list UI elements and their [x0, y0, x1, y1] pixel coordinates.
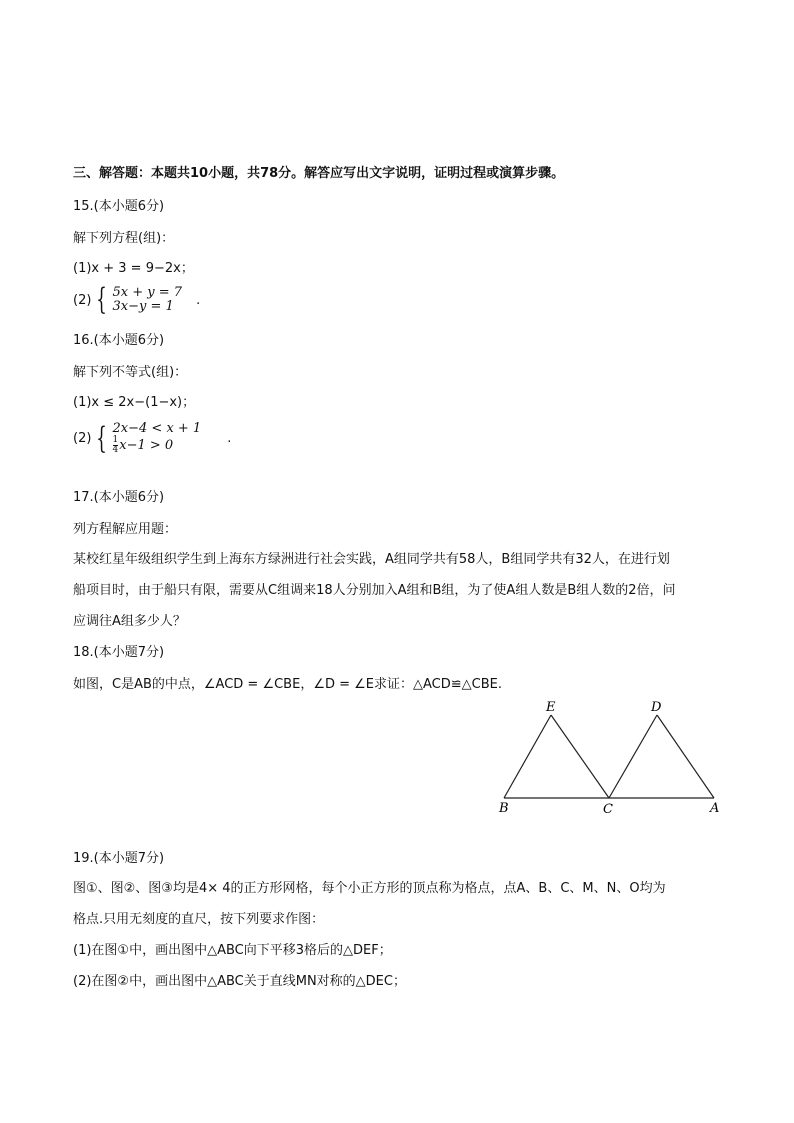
fraction-one-quarter	[113, 436, 119, 455]
q19-text-line-2: 格点.只用无刻度的直尺，按下列要求作图：	[73, 912, 325, 927]
left-brace-icon: {	[96, 420, 108, 456]
q15-equations	[113, 286, 183, 314]
section-heading: 三、解答题：本题共10小题，共78分。解答应写出文字说明，证明过程或演算步骤。	[73, 166, 565, 181]
label-D: D	[651, 700, 662, 715]
q16-inequality-2-rest: x−1 > 0	[119, 438, 174, 453]
q15-part2-label: (2)	[73, 292, 92, 308]
label-E: E	[546, 700, 556, 715]
q16-part2-label: (2)	[73, 431, 92, 446]
q17-header: 17.(本小题6分)	[73, 490, 165, 505]
q18-header: 18.(本小题7分)	[73, 645, 165, 660]
q16-header: 16.(本小题6分)	[73, 333, 165, 348]
q17-instruction: 列方程解应用题：	[73, 522, 178, 537]
q16-inequality-1: 2x−4 < x + 1	[112, 421, 202, 436]
q15-part1: (1)x + 3 = 9−2x；	[73, 261, 194, 276]
q17-text-line-2: 船项目时，由于船只有限，需要从C组调来18人分别加入A组和B组，为了使A组人数是B组人数的2倍，问	[73, 583, 676, 598]
fraction-numerator: 1	[112, 435, 119, 445]
q16-inequalities	[113, 422, 202, 455]
q16-instruction: 解下列不等式(组)：	[73, 365, 188, 380]
segment-BE	[504, 715, 551, 798]
q19-header: 19.(本小题7分)	[73, 851, 165, 866]
q16-part1: (1)x ≤ 2x−(1−x)；	[73, 395, 196, 410]
q17-text-line-1: 某校红星年级组织学生到上海东方绿洲进行社会实践，A组同学共有58人，B组同学共有32人，在进行划	[73, 552, 670, 567]
triangle-figure	[490, 695, 735, 825]
q15-equation-1: 5x + y = 7	[112, 285, 183, 300]
q19-part1: (1)在图①中，画出图中△ABC向下平移3格后的△DEF；	[73, 943, 392, 958]
label-B: B	[499, 801, 509, 816]
q18-statement: 如图，C是AB的中点，∠ACD = ∠CBE，∠D = ∠E求证：△ACD≌△CBE.	[73, 677, 502, 692]
segment-DA	[657, 715, 714, 798]
label-A: A	[710, 801, 720, 816]
left-brace-icon: {	[96, 282, 108, 317]
q15-part2-system	[73, 282, 201, 317]
segment-CD	[609, 715, 657, 798]
fraction-denominator: 4	[112, 445, 119, 455]
q16-part2-tail: .	[227, 431, 232, 446]
q16-inequality-2	[113, 436, 202, 455]
q15-instruction: 解下列方程(组)：	[73, 231, 175, 246]
q16-part2-system	[73, 422, 231, 455]
segment-EC	[551, 715, 609, 798]
q15-equation-2: 3x−y = 1	[112, 299, 174, 314]
q17-text-line-3: 应调往A组多少人？	[73, 614, 186, 629]
q19-text-line-1: 图①、图②、图③均是4× 4的正方形网格，每个小正方形的顶点称为格点，点A、B、C、M、N、O均为	[73, 881, 666, 896]
q19-part2: (2)在图②中，画出图中△ABC关于直线MN对称的△DEC；	[73, 974, 406, 989]
label-C: C	[603, 802, 613, 817]
q15-part2-tail: .	[196, 292, 201, 308]
q15-header: 15.(本小题6分)	[73, 199, 165, 214]
